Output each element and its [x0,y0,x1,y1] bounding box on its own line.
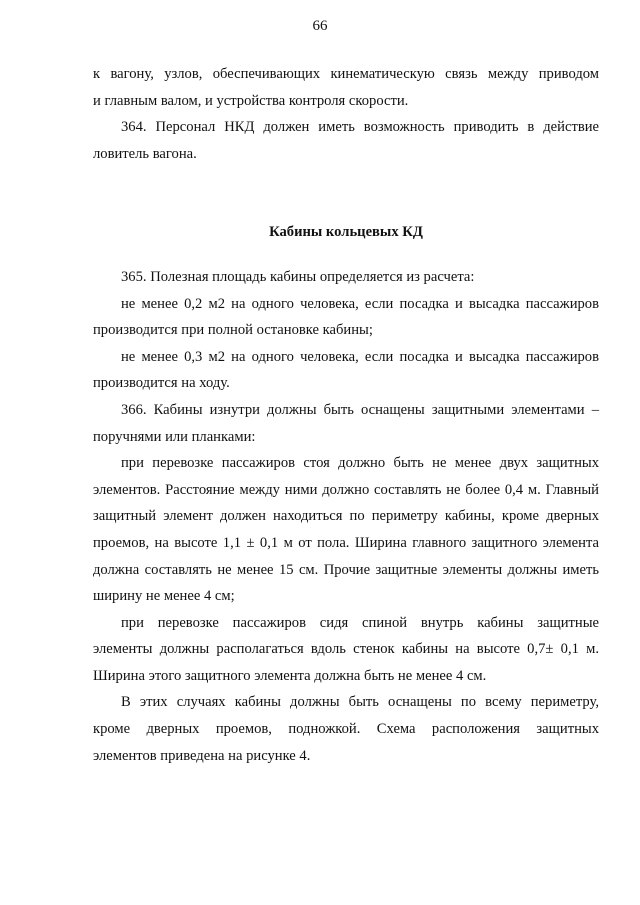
text-line: ширину не менее 4 см; [93,588,235,605]
text-line: не менее 0,2 м2 на одного человека, если посадка и высадка пассажиров [121,295,599,312]
text-line: при перевозке пассажиров сидя спиной внутрь кабины защитные [121,614,599,631]
text-line: ловитель вагона. [93,145,197,162]
paragraph-365-line: 365. Полезная площадь кабины определяется из расчета: [121,268,475,285]
text-line: Ширина этого защитного элемента должна быть не менее 4 см. [93,667,487,684]
text-line: производится на ходу. [93,375,230,392]
text-line: и главным валом, и устройства контроля скорости. [93,92,409,109]
text-line: элементов приведена на рисунке 4. [93,747,311,764]
text-line: В этих случаях кабины должны быть оснащены по всему периметру, [121,694,599,711]
text-line: не менее 0,3 м2 на одного человека, если посадка и высадка пассажиров [121,348,599,365]
text-line: кроме дверных проемов, подножкой. Схема расположения защитных [93,721,599,738]
text-line: к вагону, узлов, обеспечивающих кинематическую связь между приводом [93,66,599,82]
text-line: проемов, на высоте 1,1 ± 0,1 м от пола. Ширина главного защитного элемента [93,534,599,551]
text-line: производится при полной остановке кабины; [93,322,373,339]
text-line: элементов. Расстояние между ними должно составлять не более 0,4 м. Главный [93,481,599,498]
page-number: 66 [312,18,328,34]
text-line: элементы должны располагаться вдоль стенок кабины на высоте 0,7± 0,1 м. [93,641,599,658]
text-line: должна составлять не менее 15 см. Прочие защитные элементы должны иметь [93,561,599,578]
paragraph-366-line: 366. Кабины изнутри должны быть оснащены защитными элементами – [121,401,599,418]
document-body [93,61,599,769]
text-line: при перевозке пассажиров стоя должно быть не менее двух защитных [121,455,599,472]
text-line: защитный элемент должен находиться по периметру кабины, кроме дверных [93,508,599,525]
text-line: поручнями или планками: [93,428,256,445]
paragraph-364-line: 364. Персонал НКД должен иметь возможность приводить в действие [121,119,599,136]
section-heading: Кабины кольцевых КД [269,224,423,241]
